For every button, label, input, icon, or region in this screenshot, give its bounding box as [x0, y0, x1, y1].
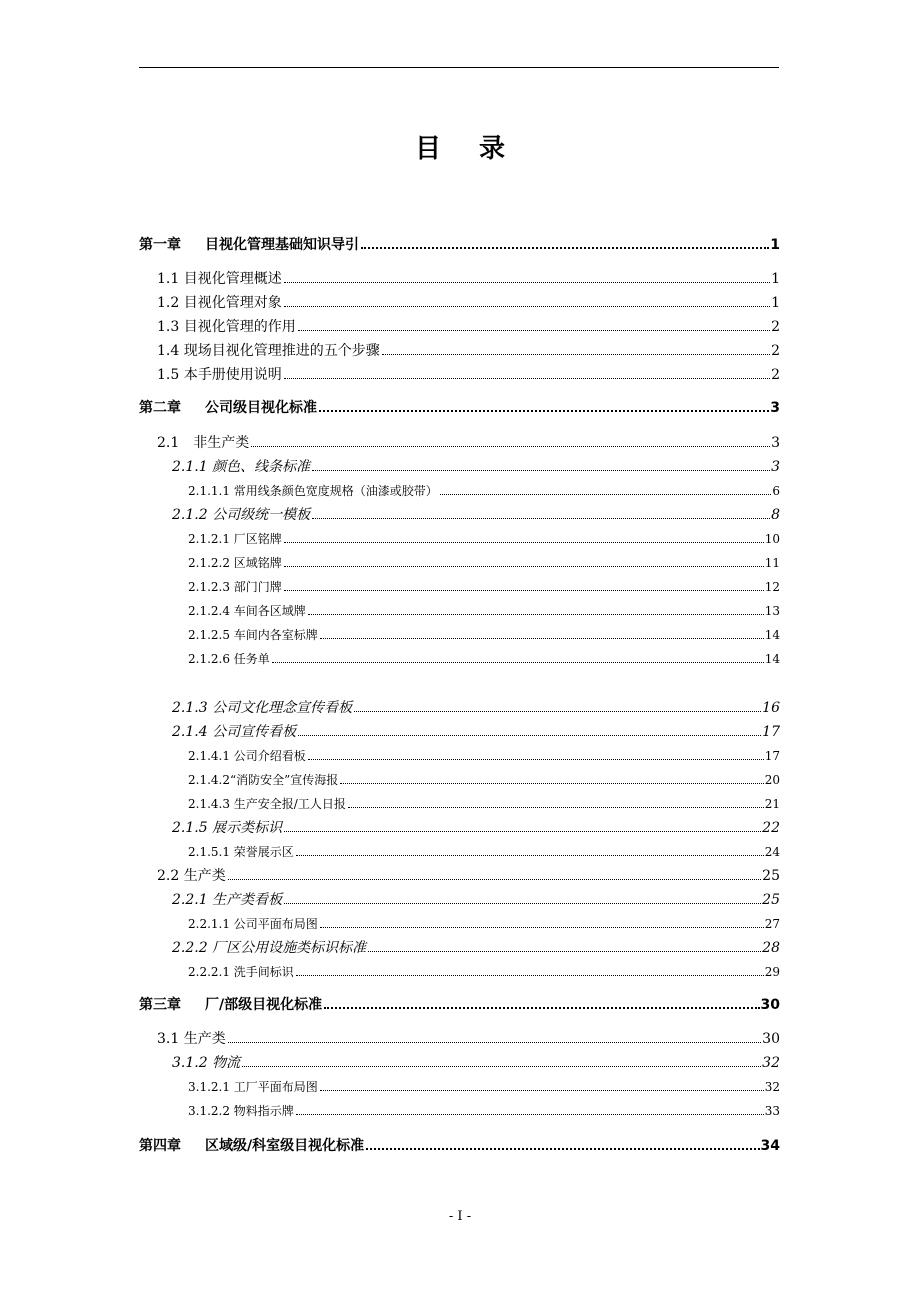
dot-leader	[382, 353, 770, 355]
dot-leader	[312, 517, 770, 519]
dot-leader	[284, 305, 770, 307]
toc-page-number: 1	[771, 295, 780, 311]
toc-entry-2-1-5[interactable]	[139, 821, 780, 835]
toc-page-number: 8	[771, 507, 780, 523]
toc-page-number: 16	[762, 700, 780, 716]
toc-entry-2-1-2-4[interactable]	[139, 605, 780, 617]
toc-entry-label: 区域级/科室级目视化标准	[205, 1138, 365, 1154]
toc-entry-2-2-2[interactable]	[139, 941, 780, 955]
toc-page-number: 29	[764, 965, 780, 979]
toc-page-number: 2	[771, 343, 780, 359]
toc-entry-1-3[interactable]	[139, 320, 780, 334]
dot-leader	[242, 1065, 761, 1067]
toc-entry-chapter-2[interactable]	[139, 401, 780, 415]
toc-page-number: 22	[762, 820, 780, 836]
toc-page-number: 2	[771, 319, 780, 335]
toc-entry-label: 2.1.4 公司宣传看板	[172, 724, 297, 740]
toc-page-number: 13	[764, 604, 780, 618]
toc-entry-label: 2.2.1 生产类看板	[172, 892, 283, 908]
toc-page-number: 33	[764, 1104, 780, 1118]
toc-page-number: 14	[764, 628, 780, 642]
toc-page-number: 25	[762, 892, 780, 908]
dot-leader	[312, 469, 770, 471]
dot-leader	[366, 1147, 759, 1150]
dot-leader	[284, 902, 761, 904]
toc-entry-2-1-4-3[interactable]	[139, 798, 780, 810]
dot-leader	[284, 541, 764, 543]
toc-page-number: 20	[764, 773, 780, 787]
toc-entry-label: 2.1.2.1 厂区铭牌	[188, 532, 282, 546]
dot-leader	[296, 974, 764, 976]
toc-page-number: 2	[771, 367, 780, 383]
toc-page-number: 34	[760, 1138, 780, 1154]
toc-entry-1-5[interactable]	[139, 368, 780, 382]
dot-leader	[354, 710, 761, 712]
toc-entry-label: 2.1.4.3 生产安全报/工人日报	[188, 797, 346, 811]
toc-entry-label: 2.1.2.4 车间各区域牌	[188, 604, 306, 618]
toc-entry-label: 2.2.1.1 公司平面布局图	[188, 917, 318, 931]
toc-entry-label: 1.1 目视化管理概述	[157, 271, 282, 287]
toc-entry-label: 2.1.4.1 公司介绍看板	[188, 749, 306, 763]
toc-entry-3-1-2[interactable]	[139, 1056, 780, 1070]
toc-entry-chapter-4[interactable]	[139, 1139, 780, 1153]
dot-leader	[284, 565, 764, 567]
toc-entry-2-1-4-1[interactable]	[139, 750, 780, 762]
toc-entry-2-2[interactable]	[139, 869, 780, 883]
chapter-number: 第二章	[139, 400, 181, 416]
toc-entry-label: 2.1.5.1 荣誉展示区	[188, 845, 294, 859]
toc-entry-2-1-1[interactable]	[139, 460, 780, 474]
dot-leader	[228, 1041, 761, 1043]
toc-entry-label: 1.3 目视化管理的作用	[157, 319, 296, 335]
toc-entry-1-4[interactable]	[139, 344, 780, 358]
dot-leader	[440, 493, 772, 495]
toc-entry-label: 1.5 本手册使用说明	[157, 367, 282, 383]
chapter-number: 第四章	[139, 1138, 181, 1154]
toc-entry-2-1-2[interactable]	[139, 508, 780, 522]
dot-leader	[320, 926, 764, 928]
toc-entry-label: 3.1.2.1 工厂平面布局图	[188, 1080, 318, 1094]
toc-entry-2-1-2-1[interactable]	[139, 533, 780, 545]
chapter-number: 第一章	[139, 237, 181, 253]
toc-entry-label: 2.1.2 公司级统一模板	[172, 507, 311, 523]
toc-entry-label: 2.1.4.2“消防安全”宣传海报	[188, 773, 339, 787]
toc-entry-2-1-4-2[interactable]	[139, 774, 780, 786]
dot-leader	[319, 409, 769, 412]
dot-leader	[368, 950, 761, 952]
toc-page-number: 12	[764, 580, 780, 594]
toc-entry-label: 1.4 现场目视化管理推进的五个步骤	[157, 343, 380, 359]
toc-entry-label: 2.1.2.5 车间内各室标牌	[188, 628, 318, 642]
toc-page-number: 32	[764, 1080, 780, 1094]
toc-entry-chapter-1[interactable]	[139, 238, 780, 252]
toc-entry-label: 2.1.2.6 任务单	[188, 652, 270, 666]
page-title: 目录	[414, 134, 543, 164]
toc-page-number: 1	[770, 237, 780, 253]
toc-entry-label: 目视化管理基础知识导引	[205, 237, 359, 253]
dot-leader	[320, 1089, 764, 1091]
toc-entry-2-2-1-1[interactable]	[139, 918, 780, 930]
toc-entry-2-1-3[interactable]	[139, 701, 780, 715]
toc-page-number: 6	[772, 484, 780, 498]
toc-page-number: 21	[764, 797, 780, 811]
toc-entry-label: 公司级目视化标准	[205, 400, 317, 416]
dot-leader	[284, 377, 770, 379]
dot-leader	[348, 806, 764, 808]
dot-leader	[284, 830, 761, 832]
toc-entry-3-1[interactable]	[139, 1032, 780, 1046]
toc-entry-label: 2.2.2 厂区公用设施类标识标准	[172, 940, 367, 956]
dot-leader	[324, 1006, 759, 1009]
toc-page-number: 3	[771, 459, 780, 475]
dot-leader	[296, 854, 764, 856]
toc-entry-2-1-2-3[interactable]	[139, 581, 780, 593]
toc-entry-2-1-5-1[interactable]	[139, 846, 780, 858]
toc-page-number: 25	[762, 868, 780, 884]
dot-leader	[361, 246, 769, 249]
toc-page-number: 32	[762, 1055, 780, 1071]
toc-page-number: 27	[764, 917, 780, 931]
toc-entry-label: 2.1.2.3 部门门牌	[188, 580, 282, 594]
toc-entry-label: 2.1.2.2 区域铭牌	[188, 556, 282, 570]
toc-entry-1-1[interactable]	[139, 272, 780, 286]
dot-leader	[308, 758, 764, 760]
dot-leader	[296, 1113, 764, 1115]
toc-entry-label: 2.1 非生产类	[157, 435, 250, 451]
chapter-number: 第三章	[139, 997, 181, 1013]
toc-page-number: 1	[771, 271, 780, 287]
dot-leader	[320, 637, 764, 639]
dot-leader	[251, 445, 770, 447]
toc-entry-2-1-2-2[interactable]	[139, 557, 780, 569]
toc-entry-label: 2.1.1.1 常用线条颜色宽度规格（油漆或胶带）	[188, 484, 438, 498]
toc-entry-2-2-2-1[interactable]	[139, 966, 780, 978]
dot-leader	[298, 329, 770, 331]
toc-entry-3-1-2-1[interactable]	[139, 1081, 780, 1093]
dot-leader	[272, 661, 764, 663]
toc-page-number: 30	[760, 997, 780, 1013]
toc-entry-label: 3.1.2.2 物料指示牌	[188, 1104, 294, 1118]
dot-leader	[308, 613, 764, 615]
toc-page-number: 30	[762, 1031, 780, 1047]
dot-leader	[228, 878, 761, 880]
toc-entry-label: 3.1.2 物流	[172, 1055, 241, 1071]
toc-page-number: 14	[764, 652, 780, 666]
toc-entry-label: 2.2.2.1 洗手间标识	[188, 965, 294, 979]
dot-leader	[298, 734, 761, 736]
toc-entry-2-1-1-1[interactable]	[139, 485, 780, 497]
toc-page-number: 28	[762, 940, 780, 956]
toc-page-number: 11	[764, 556, 780, 570]
toc-entry-label: 2.2 生产类	[157, 868, 226, 884]
toc-entry-2-1[interactable]	[139, 436, 780, 450]
toc-entry-2-2-1[interactable]	[139, 893, 780, 907]
toc-entry-label: 2.1.5 展示类标识	[172, 820, 283, 836]
toc-entry-2-1-2-5[interactable]	[139, 629, 780, 641]
dot-leader	[340, 782, 763, 784]
toc-page-number: 17	[764, 749, 780, 763]
toc-entry-label: 3.1 生产类	[157, 1031, 226, 1047]
toc-entry-chapter-3[interactable]	[139, 998, 780, 1012]
toc-entry-2-1-2-6[interactable]	[139, 653, 780, 665]
dot-leader	[284, 589, 764, 591]
toc-page-number: 24	[764, 845, 780, 859]
toc-page-number: 3	[770, 400, 780, 416]
toc-entry-1-2[interactable]	[139, 296, 780, 310]
header-rule	[139, 67, 779, 68]
toc-entry-label: 2.1.1 颜色、线条标准	[172, 459, 311, 475]
toc-page-number: 10	[764, 532, 780, 546]
toc-page-number: 17	[762, 724, 780, 740]
toc-entry-label: 厂/部级目视化标准	[205, 997, 323, 1013]
toc-page-number: 3	[771, 435, 780, 451]
dot-leader	[284, 281, 770, 283]
toc-entry-2-1-4[interactable]	[139, 725, 780, 739]
toc-entry-3-1-2-2[interactable]	[139, 1105, 780, 1117]
page-footer-number: - I -	[448, 1209, 472, 1224]
toc-entry-label: 2.1.3 公司文化理念宣传看板	[172, 700, 353, 716]
toc-entry-label: 1.2 目视化管理对象	[157, 295, 282, 311]
